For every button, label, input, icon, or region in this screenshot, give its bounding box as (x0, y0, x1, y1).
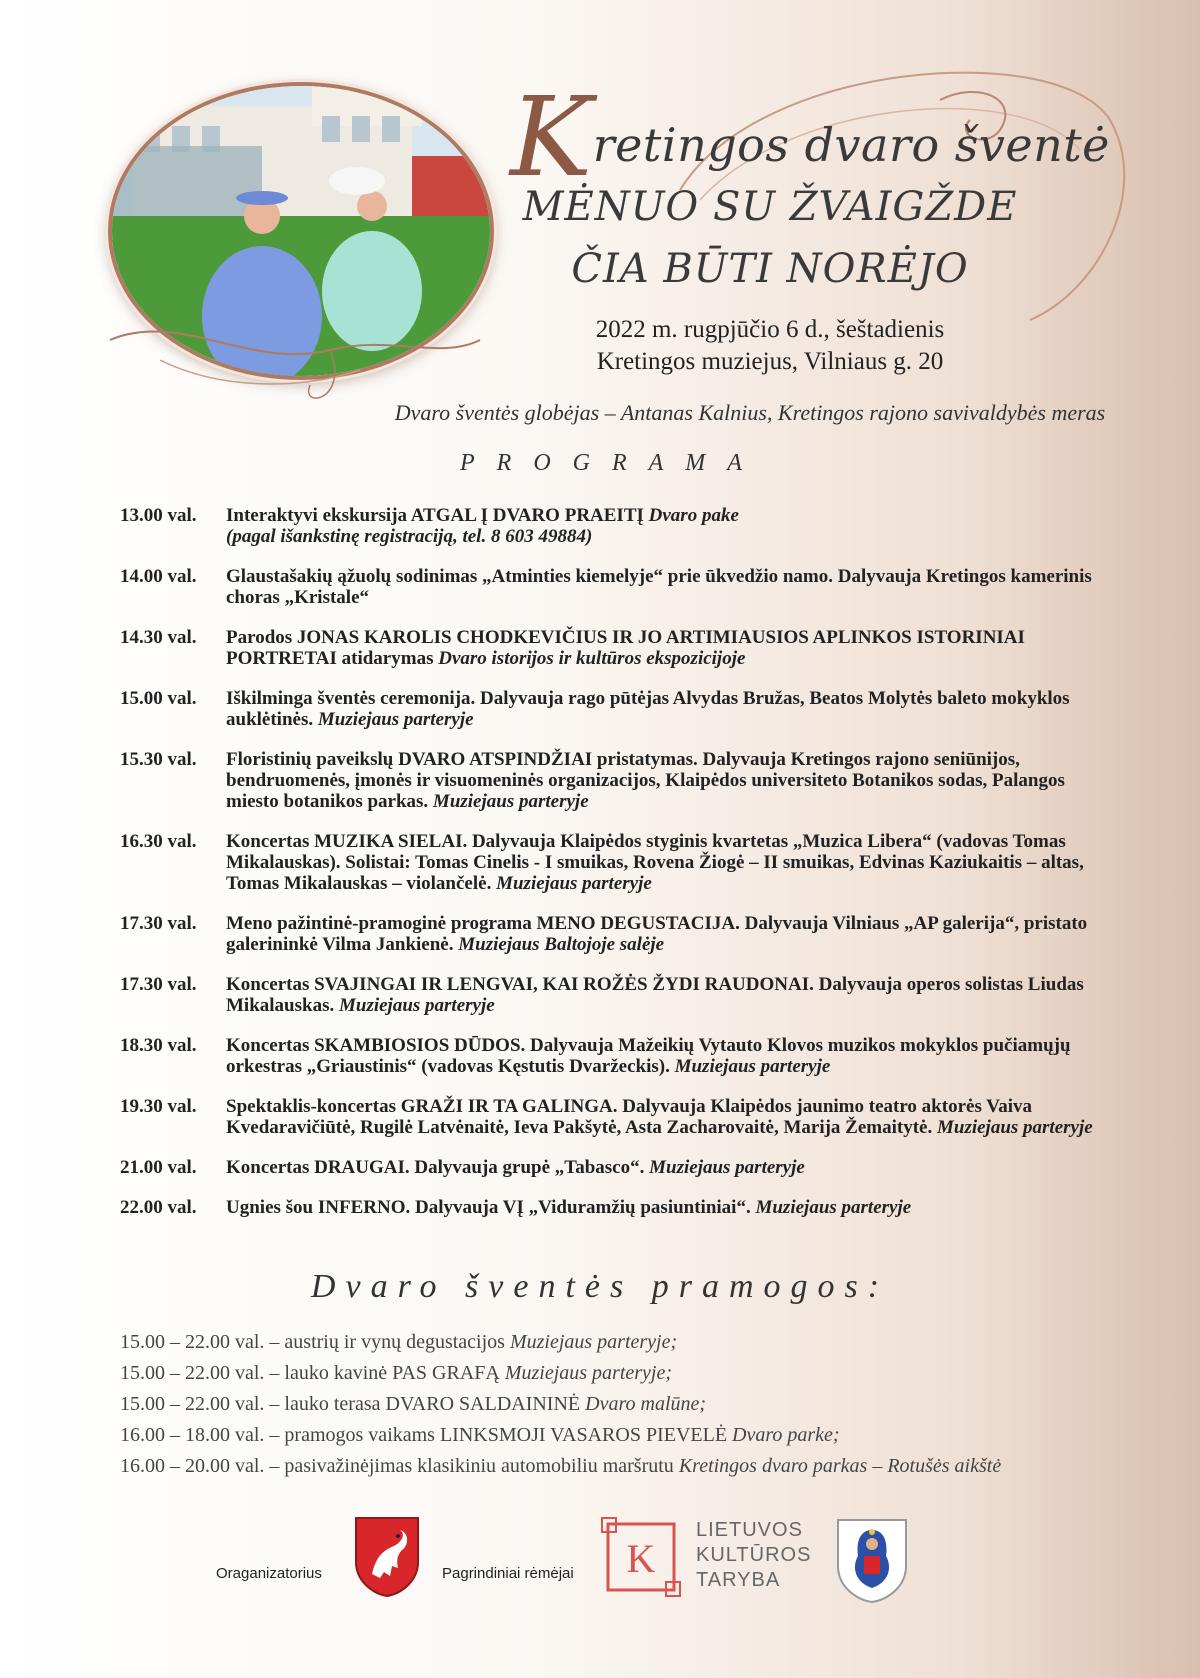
lkt-line-3: TARYBA (696, 1569, 781, 1591)
pramogos-item (120, 1451, 1180, 1482)
schedule-time: 19.30 val. (120, 1096, 197, 1117)
schedule-list (120, 505, 1100, 1237)
footer (0, 1510, 1200, 1640)
schedule-row (120, 1096, 1100, 1138)
schedule-extra: (pagal išankstinę registraciją, tel. 8 603 49884) (226, 526, 593, 547)
schedule-row (120, 505, 1100, 547)
schedule-place: Muziejaus parteryje (674, 1056, 831, 1077)
schedule-description (226, 749, 1100, 812)
pramogos-text: 16.00 – 18.00 val. – pramogos vaikams LINKSMOJI VASAROS PIEVELĖ (120, 1424, 733, 1446)
schedule-row (120, 566, 1100, 608)
schedule-row (120, 749, 1100, 812)
schedule-place: Muziejaus parteryje (317, 709, 474, 730)
lkt-line-2: KULTŪROS (696, 1544, 812, 1566)
pramogos-item (120, 1389, 1180, 1420)
pramogos-place: Muziejaus parteryje; (509, 1331, 678, 1353)
schedule-row (120, 974, 1100, 1016)
lkt-line-1: LIETUVOS (696, 1519, 803, 1541)
lkt-logo-icon (600, 1516, 682, 1598)
schedule-time: 22.00 val. (120, 1197, 197, 1218)
schedule-time: 17.30 val. (120, 913, 197, 934)
schedule-time: 21.00 val. (120, 1157, 197, 1178)
pramogos-heading: Dvaro šventės pramogos: (310, 1268, 890, 1305)
lkt-name (696, 1518, 811, 1593)
pramogos-place: Dvaro malūne; (585, 1393, 707, 1415)
schedule-row (120, 831, 1100, 894)
schedule-place: Muziejaus parteryje (936, 1117, 1093, 1138)
pramogos-list (120, 1327, 1180, 1482)
schedule-time: 15.00 val. (120, 688, 197, 709)
schedule-place: Dvaro istorijos ir kultūros ekspozicijoje (438, 648, 746, 669)
schedule-row (120, 1197, 1100, 1218)
pramogos-place: Dvaro parke; (732, 1424, 840, 1446)
schedule-row (120, 913, 1100, 955)
kretinga-coat-of-arms-icon (354, 1516, 420, 1598)
sponsors-label: Pagrindiniai rėmėjai (442, 1565, 574, 1582)
lkt-letter: K (626, 1536, 656, 1581)
schedule-description (226, 1157, 1100, 1178)
schedule-time: 15.30 val. (120, 749, 197, 770)
pramogos-text: 16.00 – 20.00 val. – pasivažinėjimas klasikiniu automobiliu maršrutu (120, 1455, 679, 1477)
schedule-row (120, 688, 1100, 730)
schedule-row (120, 1157, 1100, 1178)
schedule-place: Muziejaus parteryje (432, 791, 589, 812)
schedule-description (226, 505, 1100, 547)
schedule-row (120, 627, 1100, 669)
schedule-text: Meno pažintinė-pramoginė programa MENO DEGUSTACIJA. Dalyvauja Vilniaus „AP galerija“, pristato galerininkė Vilma Jankienė. (226, 913, 1088, 955)
patron-line: Dvaro šventės globėjas – Antanas Kalnius, Kretingos rajono savivaldybės meras (394, 400, 1106, 425)
schedule-time: 16.30 val. (120, 831, 197, 852)
schedule-time: 17.30 val. (120, 974, 197, 995)
pramogos-text: 15.00 – 22.00 val. – lauko terasa DVARO SALDAININĖ (120, 1393, 586, 1415)
subtitle-line-2: ČIA BŪTI NORĖJO (571, 246, 969, 292)
schedule-description (226, 566, 1100, 608)
schedule-description (226, 1096, 1100, 1138)
schedule-text: Ugnies šou INFERNO. Dalyvauja VĮ „Viduramžių pasiuntiniai“. (226, 1197, 756, 1218)
schedule-text: Parodos JONAS KAROLIS CHODKEVIČIUS IR JO ARTIMIAUSIOS APLINKOS ISTORINIAI PORTRETAI atidarymas (226, 627, 1025, 669)
schedule-text: Koncertas MUZIKA SIELAI. Dalyvauja Klaipėdos styginis kvartetas „Muzica Libera“ (vadovas Tomas Mikalauskas). Solistai: Tomas Cinelis - I smuikas, Rovena Žiogė – II smuikas, Edvinas Kaziukaitis – altas, Tomas Mikalauskas – violančelė. (226, 831, 1084, 894)
schedule-description (226, 831, 1100, 894)
schedule-text: Koncertas SVAJINGAI IR LENGVAI, KAI ROŽĖS ŽYDI RAUDONAI. Dalyvauja operos solistas Liudas Mikalauskas. (226, 974, 1084, 1016)
event-photo (108, 82, 494, 380)
schedule-text: Floristinių paveikslų DVARO ATSPINDŽIAI pristatymas. Dalyvauja Kretingos rajono seniūnijos, bendruomenės, įmonės ir visuomeninės organizacijos, Klaipėdos universiteto Botanikos sodas, Palangos miesto botanikos parkas. (226, 749, 1065, 812)
title-initial: K (510, 73, 593, 201)
schedule-place: Muziejaus Baltojoje salėje (458, 934, 665, 955)
schedule-text: Glaustašakių ąžuolų sodinimas „Atminties kiemelyje“ prie ūkvedžio namo. Dalyvauja Kretingos kamerinis choras „Kristale“ (226, 566, 1092, 608)
schedule-time: 14.00 val. (120, 566, 197, 587)
title-rest: retingos dvaro šventė (592, 118, 1110, 172)
schedule-description (226, 1197, 1100, 1218)
schedule-row (120, 1035, 1100, 1077)
programa-heading: PROGRAMA (460, 450, 764, 476)
schedule-text: Koncertas SKAMBIOSIOS DŪDOS. Dalyvauja Mažeikių Vytauto Klovos muzikos mokyklos pučiamųjų orkestras „Griaustinis“ (vadovas Kęstutis Dvaržeckis). (226, 1035, 1071, 1077)
schedule-text: Iškilminga šventės ceremonija. Dalyvauja rago pūtėjas Alvydas Bružas, Beatos Molytės baleto mokyklos auklėtinės. (226, 688, 1070, 730)
schedule-place: Muziejaus parteryje (338, 995, 495, 1016)
schedule-description (226, 1035, 1100, 1077)
subtitle-line-1: MĖNUO SU ŽVAIGŽDE (522, 184, 1018, 230)
schedule-place: Dvaro pake (648, 505, 739, 526)
pramogos-text: 15.00 – 22.00 val. – lauko kavinė PAS GRAFĄ (120, 1362, 505, 1384)
schedule-description (226, 627, 1100, 669)
pramogos-place: Muziejaus parteryje; (504, 1362, 673, 1384)
organizer-label: Oraganizatorius (216, 1565, 322, 1582)
schedule-place: Muziejaus parteryje (649, 1157, 805, 1178)
pramogos-item (120, 1420, 1180, 1451)
schedule-description (226, 974, 1100, 1016)
schedule-text: Koncertas DRAUGAI. Dalyvauja grupė „Tabasco“. (226, 1157, 650, 1178)
event-date: 2022 m. rugpjūčio 6 d., šeštadienis (595, 316, 945, 343)
pramogos-place: Kretingos dvaro parkas – Rotušės aikštė (678, 1455, 1002, 1477)
festival-title (510, 73, 1170, 201)
schedule-text: Interaktyvi ekskursija ATGAL Į DVARO PRAEITĮ (226, 505, 649, 526)
pramogos-item (120, 1327, 1180, 1358)
schedule-time: 13.00 val. (120, 505, 197, 526)
schedule-description (226, 913, 1100, 955)
event-place: Kretingos muziejus, Vilniaus g. 20 (596, 348, 944, 375)
schedule-place: Muziejaus parteryje (496, 873, 652, 894)
pramogos-text: 15.00 – 22.00 val. – austrių ir vynų degustacijos (120, 1331, 510, 1353)
sponsor-coat-of-arms-icon (834, 1516, 910, 1604)
schedule-description (226, 688, 1100, 730)
pramogos-item (120, 1358, 1180, 1389)
schedule-time: 18.30 val. (120, 1035, 197, 1056)
schedule-time: 14.30 val. (120, 627, 197, 648)
schedule-text: Spektaklis-koncertas GRAŽI IR TA GALINGA. Dalyvauja Klaipėdos jaunimo teatro aktorės Vaiva Kvedaravičiūtė, Rugilė Latvėnaitė, Ieva Pakšytė, Asta Zacharovaitė, Marija Žemaitytė. (226, 1096, 1032, 1138)
schedule-place: Muziejaus parteryje (755, 1197, 912, 1218)
